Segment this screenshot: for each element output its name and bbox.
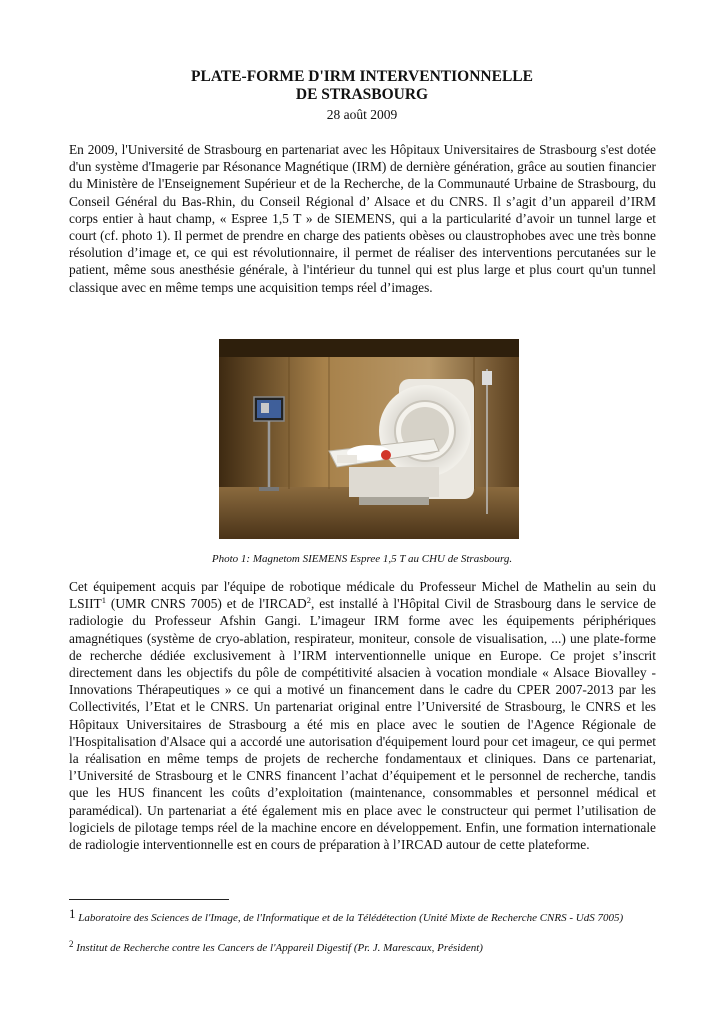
document-date: 28 août 2009 xyxy=(326,107,398,122)
footnote-1-text: Laboratoire des Sciences de l'Image, de l'Informatique et de la Télédétection (Unité Mixte de Recherche CNRS - UdS 7005) xyxy=(75,912,624,924)
title-line-1: PLATE-FORME D'IRM INTERVENTIONNELLE xyxy=(191,68,533,85)
document-title xyxy=(0,68,724,104)
footnote-1-number: 1 xyxy=(69,906,76,921)
photo-caption: Photo 1: Magnetom SIEMENS Espree 1,5 T au CHU de Strasbourg. xyxy=(211,553,513,565)
title-line-2: DE STRASBOURG xyxy=(295,86,429,103)
mri-scanner-photo xyxy=(219,339,519,539)
intro-paragraph: En 2009, l'Université de Strasbourg en partenariat avec les Hôpitaux Universitaires de Strasbourg s'est dotée d'un système d'Imagerie par Résonance Magnétique (IRM) de dernière génération, grâce au soutien financier du Ministère de l'Enseignement Supérieur et de la Recherche, de la Communauté Urbaine de Strasbourg, du Conseil Général du Bas-Rhin, du Conseil Régional d’ Alsace et du CNRS. Il s’agit d’un appareil d’IRM corps entier à haut champ, « Espree 1,5 T » de SIEMENS, qui a la particularité d’avoir un tunnel large et court (cf. photo 1). Il permet de prendre en charge des patients obèses ou claustrophobes avec une très bonne résolution d’image et, ce qui est révolutionnaire, il permet de réaliser des interventions percutanées sur le patient, même sous anesthésie générale, à l'intérieur du tunnel qui est plus large et plus court qu'un tunnel classique avec en même temps une acquisition temps réel d’images. xyxy=(69,142,656,295)
footnote-2-number: 2 xyxy=(69,939,74,949)
footnote-ref-2[interactable]: 2 xyxy=(306,595,311,606)
main-paragraph-part-2: (UMR CNRS 7005) et de l'IRCAD xyxy=(105,596,307,612)
main-paragraph-part-1: Cet équipement acquis par l'équipe de robotique médicale du Professeur Michel de Mathelin au sein du LSIIT xyxy=(69,579,656,612)
footnote-separator xyxy=(69,899,229,900)
main-paragraph xyxy=(69,578,656,853)
footnote-2 xyxy=(69,938,659,955)
footnote-1 xyxy=(69,907,659,925)
footnote-ref-1[interactable]: 1 xyxy=(101,595,106,606)
footnote-2-text: Institut de Recherche contre les Cancers de l'Appareil Digestif (Pr. J. Marescaux, Président) xyxy=(73,942,483,954)
main-paragraph-part-3: , est installé à l'Hôpital Civil de Strasbourg dans le service de radiologie du Professeur Afshin Gangi. L’imageur IRM forme avec les équipements périphériques amagnétiques (système de cryo-ablation, respirateur, moniteur, console de visualisation, ...) une plate-forme de recherche dédiée exclusivement à l’IRM interventionnelle unique en Europe. Ce projet s’inscrit directement dans les objectifs du pôle de compétitivité alsacien à vocation mondiale « Alsace Biovalley - Innovations Thérapeutiques » ce qui a motivé un financement dans le cadre du CPER 2007-2013 par les Collectivités, l’Etat et le CNRS. Un partenariat original entre l’Université de Strasbourg, le CNRS et les Hôpitaux Universitaires de Strasbourg a été mis en place avec le soutien de l'Agence Régionale de l'Hospitalisation d'Alsace qui a accordé une autorisation d'équipement lourd pour cet imageur, ce qui permet la réalisation en même temps de projets de recherche fondamentaux et cliniques. Dans ce partenariat, l’Université de Strasbourg et le CNRS financent l’achat d’équipement et le personnel de recherche, tandis que les HUS financent les coûts d’exploitation (maintenance, consommables et personnel médical et paramédical). Un partenariat a été également mis en place avec le constructeur qui permet l’utilisation de logiciels de pilotage temps réel de la machine encore en développement. Enfin, une formation internationale de radiologie interventionnelle est en cours de préparation à l’IRCAD autour de cette plateforme. xyxy=(69,596,657,853)
mri-photo-illustration xyxy=(219,339,519,539)
